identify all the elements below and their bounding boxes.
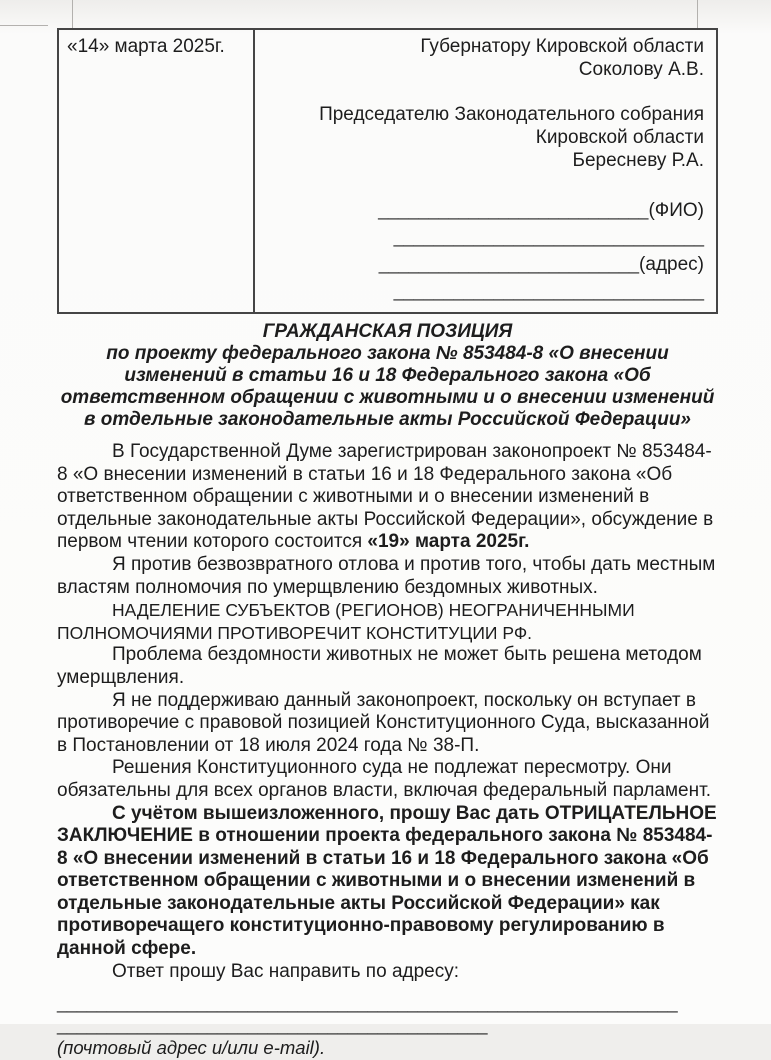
paragraph-position: Я против безвозвратного отлова и против того, чтобы дать местным властям полномочия по умерщвлению бездомных животных. [57, 553, 716, 598]
document-subtitle: по проекту федерального закона № 853484-8 «О внесении изменений в статьи 16 и 18 Федерального закона «Об ответственном обращении с животными и о внесении изменений в отдельные законодательные акты Российской Федерации» [60, 343, 715, 430]
address-blank-underscores: __________________________ [378, 254, 640, 274]
paragraph-request: С учётом вышеизложенного, прошу Вас дать ОТРИЦАТЕЛЬНОЕ ЗАКЛЮЧЕНИЕ в отношении проекта федерального закона № 853484-8 «О внесении изменений в статьи 16 и 18 Федерального закона «Об ответственном обращении с животными и о внесении изменений в отдельные законодательные акты Российской Федерации» как противоречащего конституционно-правовому регулированию в данной сфере. [57, 802, 717, 960]
address-blank-line [267, 254, 704, 275]
addressee-cell [255, 30, 716, 312]
paragraph-court-decisions: Решения Конституционного суда не подлежат пересмотру. Они обязательны для всех органов власти, включая федеральный парламент. [57, 757, 711, 801]
paragraph-intro [57, 441, 718, 554]
document-date: «14» марта 2025г. [67, 36, 225, 57]
paragraph-caps-statement: НАДЕЛЕНИЕ СУБЪЕКТОВ (РЕГИОНОВ) НЕОГРАНИЧЕННЫМИ ПОЛНОМОЧИЯМИ ПРОТИВОРЕЧИТ КОНСТИТУЦИИ РФ. [57, 600, 635, 643]
blank-line [267, 281, 704, 302]
addressee-line-governor-name: Соколову А.В. [578, 59, 704, 80]
paragraph-no-support: Я не поддерживаю данный законопроект, поскольку он вступает в противоречие с правовой позицией Конституционного Суда, высказанной в Постановлении от 18 июля 2024 года № 38-П. [57, 689, 710, 756]
blank-underscores: _______________________________ [393, 281, 704, 301]
fio-blank-underscores: ___________________________ [378, 200, 649, 220]
first-reading-date: «19» марта 2025г. [367, 531, 530, 553]
addressee-line-chairman: Председателю Законодательного собрания [319, 104, 704, 125]
scan-artifact-line-vertical-right [697, 0, 698, 28]
paragraph-intro-text: В Государственной Думе зарегистрирован законопроект № 853484-8 «О внесении изменений в статьи 16 и 18 Федерального закона «Об ответственном обращении с животными и о внесении изменений в отдельные законодательные акты Российской Федерации», обсуждение в первом чтении которого состоится [57, 441, 714, 553]
scan-artifact-line-horizontal [0, 25, 48, 26]
addressee-line-region: Кировской области [535, 127, 704, 148]
reply-address-blank-line-1: ______________________________________________________________ [57, 993, 678, 1014]
addressee-gap [267, 172, 704, 194]
document-title-block [57, 321, 718, 431]
addressee-table [57, 28, 718, 314]
reply-address-blank-line-2: ___________________________________________ [57, 1015, 488, 1036]
paragraph-reply-address: Ответ прошу Вас направить по адресу: [112, 960, 460, 982]
blank-underscores: _______________________________ [393, 227, 704, 247]
addressee-line-chairman-name: Бересневу Р.А. [572, 150, 704, 171]
addressee-line-governor: Губернатору Кировской области [420, 36, 704, 57]
addressee-gap [267, 81, 704, 103]
address-label: (адрес) [639, 254, 704, 275]
document-title: ГРАЖДАНСКАЯ ПОЗИЦИЯ [262, 321, 513, 342]
fio-blank-line [267, 200, 704, 221]
reply-address-note: (почтовый адрес и/или e-mail). [57, 1037, 326, 1059]
blank-line [267, 227, 704, 248]
date-cell [59, 30, 255, 312]
document-body [57, 441, 718, 983]
scan-artifact-line-vertical-left [72, 0, 73, 28]
fio-label: (ФИО) [648, 200, 704, 221]
paragraph-problem: Проблема бездомности животных не может быть решена методом умерщвления. [57, 644, 702, 688]
document-content [57, 28, 718, 1060]
